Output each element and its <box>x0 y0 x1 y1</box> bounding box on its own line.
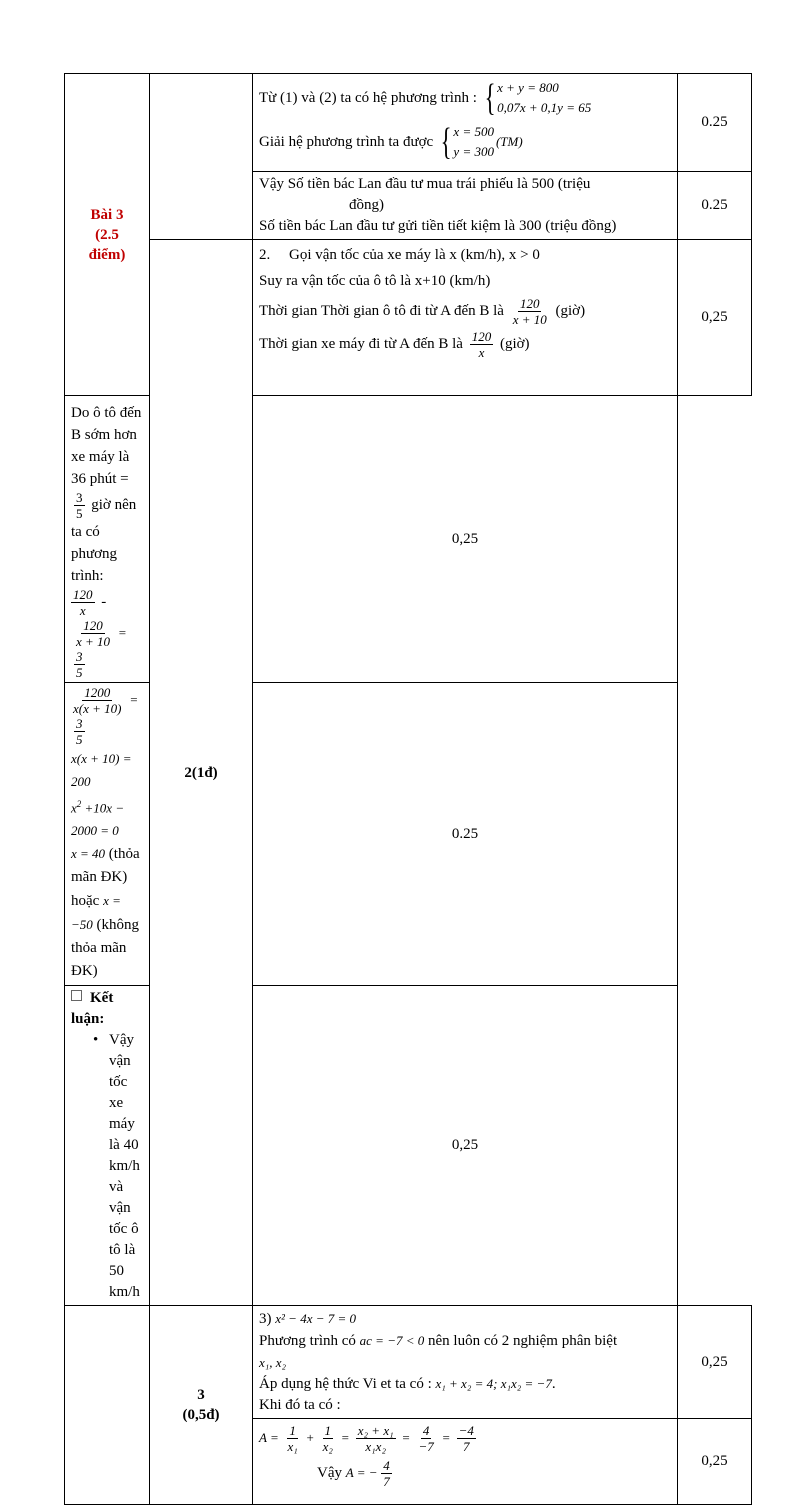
row7-l4-eq: x₁ + x₂ = 4; x₁x₂ = −7 <box>435 1376 552 1392</box>
row8-score: 0,25 <box>678 1419 752 1505</box>
row8-conclusion: Vậy A = − $\frac{4}{7}$ <box>317 1458 390 1490</box>
row8-content <box>253 1419 678 1505</box>
part1-label-cell <box>150 74 253 240</box>
part3-label-num: 3 <box>197 1387 205 1404</box>
row3-score: 0,25 <box>678 240 752 396</box>
row6-head: Kết luận: <box>71 990 114 1028</box>
row7-content: 3) x² − 4x − 7 = 0 Phương trình có ac = −7 < 0 nên luôn có 2 nghiệm phân biệt x₁, x₂ Áp dụng hệ thức Vi et ta có : x₁ + x₂ = 4; x₁x₂ = −7. Khi đó ta có : <box>253 1306 678 1419</box>
row4-fraction: $\frac{3}{5}$ <box>76 490 83 521</box>
row2-score: 0.25 <box>678 172 752 240</box>
section-title-line1: Bài 3 <box>90 206 124 223</box>
row3-content <box>253 240 678 396</box>
section-title-line2: (2.5 <box>95 226 119 243</box>
row1-eq-b2: y = 300 <box>453 144 494 159</box>
row5-equation-1: $\frac{1200}{x(x + 10)}$ = $\frac{3}{5}$ <box>73 685 138 747</box>
row1-eq-a2: 0,07x + 0,1y = 65 <box>497 100 592 115</box>
row6-content <box>65 986 150 1306</box>
row6-bullet: • <box>93 1032 99 1049</box>
row6-line2: km/h <box>109 1284 140 1301</box>
row3-line1: 2. Gọi vận tốc của xe máy là x (km/h), x > 0 <box>259 247 540 263</box>
row1-content <box>253 74 678 172</box>
row3-line4-pre: Thời gian xe máy đi từ A đến B là <box>259 335 463 352</box>
row1-text-b: Giải hệ phương trình ta được <box>259 134 434 150</box>
row7-l2-pre: Phương trình có <box>259 1333 356 1350</box>
row7-l3: x₁, x₂ <box>259 1355 287 1371</box>
row5-line4: x = 40 (thỏa mãn ĐK) hoặc x = −50 (không thỏa mãn ĐK) <box>71 846 140 980</box>
row3-fraction-1: $\frac{120}{x + 10}$ <box>512 296 547 327</box>
row5-content <box>65 683 150 986</box>
row7-l2-post: nên luôn có 2 nghiệm phân biệt <box>428 1333 618 1350</box>
row3-line4-post: (giờ) <box>499 335 530 352</box>
row3-fraction-2: $\frac{120}{x}$ <box>471 329 492 360</box>
row7-l2-eq: ac = −7 < 0 <box>359 1333 425 1349</box>
row7-l5: Khi đó ta có : <box>259 1397 341 1414</box>
row1-text-a: Từ (1) và (2) ta có hệ phương trình : <box>259 90 477 106</box>
row4-content <box>65 396 150 683</box>
row1-system-b: { x = 500 y = 300 <box>440 121 494 163</box>
part3-label-pts: (0,5đ) <box>182 1407 220 1424</box>
row3-line3-post: (giờ) <box>555 302 586 319</box>
row3-line3-pre: Thời gian Thời gian ô tô đi từ A đến B là <box>259 302 504 319</box>
row4-score: 0,25 <box>253 396 678 683</box>
row1-eq-a1: x + y = 800 <box>497 80 559 95</box>
row6-score: 0,25 <box>253 986 678 1306</box>
row7-l1-eq: x² − 4x − 7 = 0 <box>275 1311 357 1327</box>
row8-equation: A = $\frac{1}{\text{x₁}}$ + $\frac{1}{\text{x₂}}$ = $\frac{\text{x₂ + x₁}}{\text{x₁x₂}}$ = $\frac{4}{-7}$ = $\frac{-4}{7}$ <box>259 1423 474 1455</box>
row1-eq-b1: x = 500 <box>453 124 494 139</box>
row5-line2: x(x + 10) = 200 <box>71 751 132 789</box>
row2-content <box>253 172 678 240</box>
row2-line1: Vậy Số tiền bác Lan đầu tư mua trái phiếu là 500 (triệu <box>259 176 591 192</box>
row4-line1-post: giờ nên ta có <box>71 496 137 540</box>
row5-score: 0.25 <box>253 683 678 986</box>
section-title-line3: điểm) <box>88 246 126 263</box>
part2-label: 2(1đ) <box>150 240 253 1306</box>
row2-line3: Số tiền bác Lan đầu tư gửi tiền tiết kiệm là 300 (triệu đồng) <box>259 218 617 234</box>
row7-score: 0,25 <box>678 1306 752 1419</box>
part3-label <box>150 1306 253 1505</box>
checkbox-glyph <box>71 990 82 1001</box>
row1-score: 0.25 <box>678 74 752 172</box>
section-label-bai3 <box>65 74 150 396</box>
row1-system-a: { x + y = 800 0,07x + 0,1y = 65 <box>484 77 592 119</box>
row7-l1-pre: 3) <box>259 1311 272 1328</box>
row4-equation: $\frac{120}{x}$ - $\frac{120}{x + 10}$ = $\frac{3}{5}$ <box>73 587 127 680</box>
row3-line2: Suy ra vận tốc của ô tô là x+10 (km/h) <box>259 273 491 289</box>
row6-line1: Vậy vận tốc xe máy là 40 km/h và vận tốc ô tô là 50 <box>109 1032 140 1280</box>
section-label-empty <box>65 1306 150 1505</box>
answer-table <box>64 73 752 1505</box>
row5-line3: $x^2 +10x - 2000 = 0$ <box>71 799 125 839</box>
row4-line2: phương trình: <box>71 546 118 584</box>
row4-line1-pre: Do ô tô đến B sớm hơn xe máy là 36 phút = <box>71 405 142 487</box>
row2-line2: đồng) <box>349 197 384 213</box>
row1-tm: (TM) <box>495 134 523 149</box>
row7-l4-pre: Áp dụng hệ thức Vi et ta có : <box>259 1376 432 1393</box>
